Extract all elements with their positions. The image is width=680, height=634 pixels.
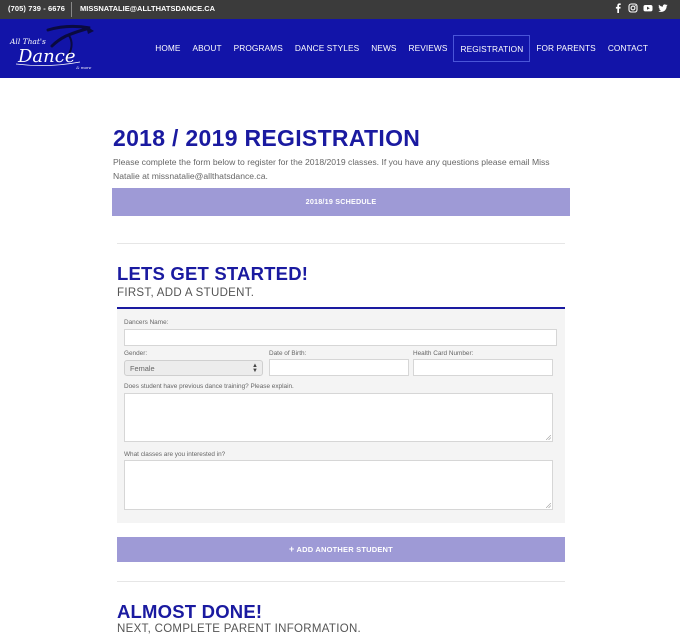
gender-select[interactable] [124, 360, 263, 376]
logo-text-line2: Dance [18, 46, 76, 67]
add-another-student-button[interactable] [117, 537, 565, 562]
site-header [0, 19, 680, 78]
nav-item-dance-styles[interactable]: DANCE STYLES [294, 43, 360, 53]
social-links [613, 3, 668, 13]
plus-icon: + [289, 544, 295, 554]
dancer-name-input[interactable] [124, 329, 557, 346]
training-textarea[interactable] [124, 393, 553, 442]
nav-item-programs[interactable]: PROGRAMS [233, 43, 283, 53]
add-another-student-label: ADD ANOTHER STUDENT [296, 545, 393, 554]
email-link[interactable]: MISSNATALIE@ALLTHATSDANCE.CA [80, 4, 216, 13]
nav-item-for-parents[interactable]: FOR PARENTS [536, 43, 596, 53]
phone-number[interactable]: (705) 739 - 6676 [8, 4, 66, 13]
gender-label: Gender: [124, 350, 148, 357]
health-card-label: Health Card Number: [413, 350, 474, 357]
youtube-icon[interactable] [643, 3, 653, 13]
student-form [117, 307, 565, 523]
logo-text-line1: All That's [10, 37, 46, 46]
nav-item-registration[interactable]: REGISTRATION [453, 35, 530, 62]
resize-grip-icon[interactable] [546, 435, 551, 440]
logo-text-line3: & more [76, 65, 92, 70]
classes-textarea[interactable] [124, 460, 553, 510]
main-nav [149, 35, 654, 62]
divider [117, 581, 565, 582]
student-section-subtitle: FIRST, ADD A STUDENT. [117, 287, 255, 299]
student-section-title: LETS GET STARTED! [117, 263, 309, 284]
top-bar [0, 0, 680, 19]
instagram-icon[interactable] [628, 3, 638, 13]
page-title: 2018 / 2019 REGISTRATION [113, 125, 421, 151]
training-label: Does student have previous dance training? Please explain. [124, 383, 294, 390]
health-card-input[interactable] [413, 359, 553, 376]
nav-item-home[interactable]: HOME [155, 43, 181, 53]
divider [117, 243, 565, 244]
dancer-name-label: Dancers Name: [124, 319, 169, 326]
classes-label: What classes are you interested in? [124, 451, 226, 458]
nav-item-about[interactable]: ABOUT [192, 43, 222, 53]
resize-grip-icon[interactable] [546, 503, 551, 508]
twitter-icon[interactable] [658, 3, 668, 13]
nav-item-reviews[interactable]: REVIEWS [408, 43, 448, 53]
dob-label: Date of Birth: [269, 350, 307, 357]
select-arrows-icon: ▲ ▼ [252, 363, 258, 374]
parent-section-subtitle: NEXT, COMPLETE PARENT INFORMATION. [117, 623, 362, 634]
site-logo[interactable] [8, 22, 100, 74]
facebook-icon[interactable] [613, 3, 623, 13]
schedule-button[interactable]: 2018/19 SCHEDULE [112, 188, 570, 216]
gender-select-value: Female [130, 364, 155, 373]
parent-section-title: ALMOST DONE! [117, 601, 263, 622]
dob-input[interactable] [269, 359, 409, 376]
topbar-divider [71, 2, 72, 17]
nav-item-news[interactable]: NEWS [371, 43, 397, 53]
nav-item-contact[interactable]: CONTACT [607, 43, 648, 53]
page-intro: Please complete the form below to register for the 2018/2019 classes. If you have any questions please email Miss Natalie at missnatalie@allthatsdance.ca. [113, 157, 550, 181]
